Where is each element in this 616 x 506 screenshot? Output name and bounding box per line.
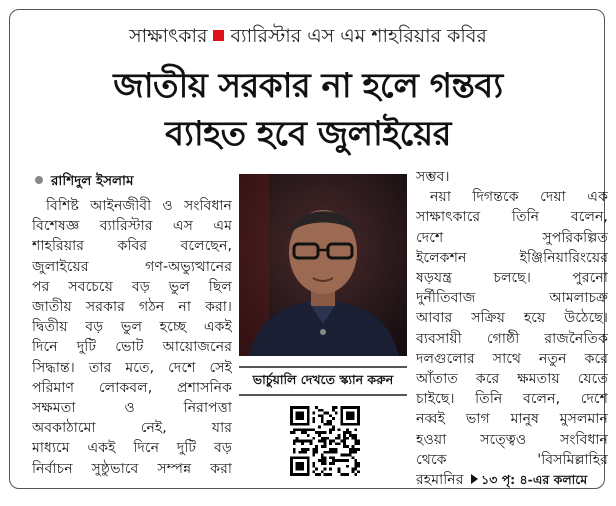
portrait-photo xyxy=(239,174,407,356)
text-line: মাধ্যমে একই দিনে দুটি বড় xyxy=(32,440,232,457)
text-line: সম্ভব। xyxy=(416,169,450,185)
text-line: দেশে সুপরিকল্পিত xyxy=(416,229,608,246)
text-line: অবকাঠামো নেই, যার xyxy=(32,420,232,437)
text-line: জাতীয় সরকার গঠন না করা। xyxy=(32,299,232,316)
text-line: পরিমাণ লোকবল, প্রশাসনিক xyxy=(32,379,232,396)
text-line: ব্যবসায়ী গোষ্ঠী রাজনৈতিক xyxy=(416,330,608,347)
kicker-interviewee: ব্যারিস্টার এস এম শাহরিয়ার কবির xyxy=(230,25,487,47)
photo-caption: ভার্চুয়ালি দেখতে স্ক্যান করুন xyxy=(252,372,394,387)
text-line: সক্ষমতা ও নিরাপত্তা xyxy=(32,400,232,417)
continue-arrow-icon xyxy=(471,474,478,484)
bullet-dot-icon xyxy=(35,176,43,184)
text-line: শাহরিয়ার কবির বলেছেন, xyxy=(32,238,232,255)
text-line: ইলেকশন ইঞ্জিনিয়ারিংয়ের xyxy=(416,249,608,266)
text-line: নির্বাচন সুষ্ঠুভাবে সম্পন্ন করা xyxy=(32,460,232,477)
text-line: দিনে দুটি ভোট আয়োজনের xyxy=(32,339,232,356)
text-line: দলগুলোর সাথে নতুন করে xyxy=(416,350,608,367)
text-line-continued xyxy=(416,470,608,490)
text-line-end: রহমানির xyxy=(416,472,464,489)
text-line: পর সবচেয়ে বড় ভুল ছিল xyxy=(32,278,232,295)
text-line: নয়া দিগন্তকে দেয়া এক xyxy=(430,189,608,206)
text-line: আবার সক্রিয় হয়ে উঠেছে। xyxy=(416,310,608,327)
caption-rule-top xyxy=(239,366,407,368)
article-frame xyxy=(9,9,608,489)
byline-author: রাশিদুল ইসলাম xyxy=(51,173,134,189)
text-line: সাক্ষাৎকারে তিনি বলেন, xyxy=(416,209,608,226)
qr-code[interactable] xyxy=(290,406,360,476)
text-line: জুলাইয়ের গণ-অভ্যুত্থানের xyxy=(32,258,232,275)
continued-reference: ১৩ পৃ: ৪-এর কলামে xyxy=(481,472,588,488)
text-line: দুর্নীতিবাজ আমলাচক্র xyxy=(416,290,608,307)
headline-line-1: জাতীয় সরকার না হলে গন্তব্য xyxy=(113,66,503,106)
caption-rule-bottom xyxy=(239,394,407,396)
text-line: দ্বিতীয় বড় ভুল হচ্ছে একই xyxy=(32,319,232,336)
text-line: থেকে 'বিসমিল্লাহির xyxy=(416,451,608,468)
kicker xyxy=(10,22,606,54)
text-line: বিশেষজ্ঞ ব্যারিস্টার এস এম xyxy=(32,218,232,235)
text-line: হওয়া সত্ত্বেও সংবিধান xyxy=(416,431,608,448)
article-column-right xyxy=(416,167,608,490)
text-line: নব্বই ভাগ মানুষ মুসলমান xyxy=(416,411,608,428)
text-line: চাইছে। তিনি বলেন, দেশে xyxy=(416,391,608,408)
text-line: ষড়যন্ত্র চলছে। পুরনো xyxy=(416,270,608,287)
text-line: আঁতাত করে ক্ষমতায় যেতে xyxy=(416,371,608,388)
headline-line-2: ব্যাহত হবে জুলাইয়ের xyxy=(165,114,451,154)
text-line: বিশিষ্ট আইনজীবী ও সংবিধান xyxy=(46,198,232,214)
red-square-icon xyxy=(213,30,224,41)
kicker-section: সাক্ষাৎকার xyxy=(129,25,208,47)
article-column-left xyxy=(32,196,232,479)
byline xyxy=(35,170,133,193)
text-line: সিদ্ধান্ত। তার মতে, দেশে সেই xyxy=(32,359,232,376)
